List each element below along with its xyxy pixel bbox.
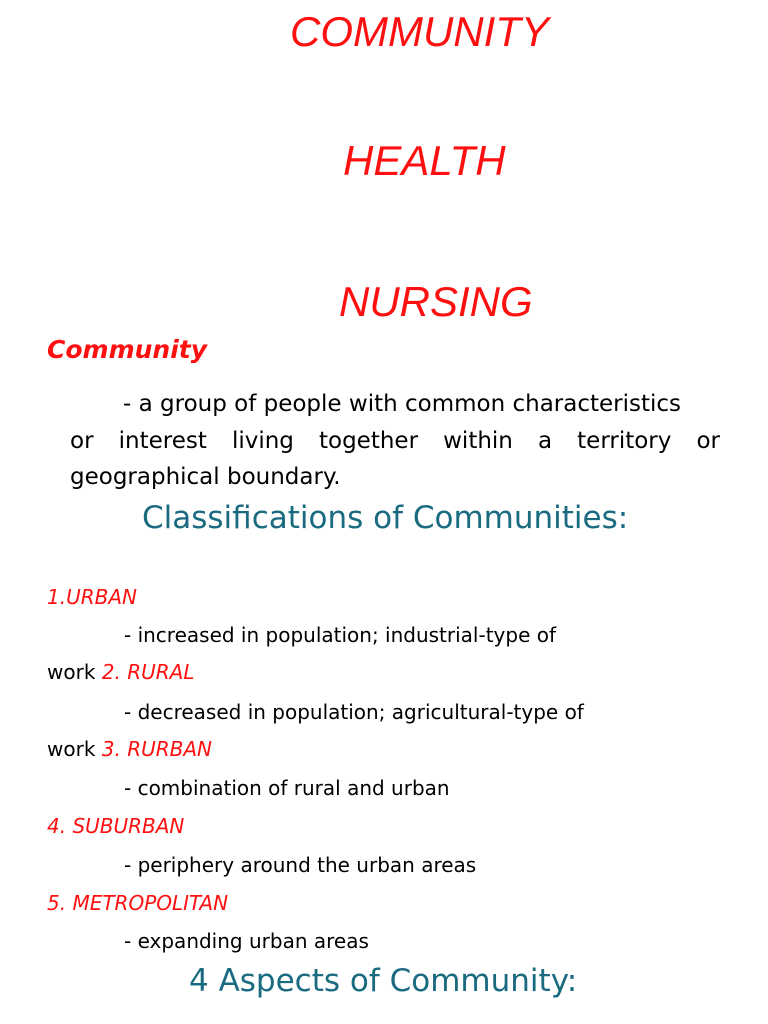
title-line-nursing: NURSING <box>339 278 533 325</box>
classification-desc-urban: - increased in population; industrial-type of <box>124 623 557 647</box>
community-term: Community <box>47 335 208 364</box>
classification-label-rural: 2. RURAL <box>101 660 195 684</box>
classification-desc-rural: - decreased in population; agricultural-type of <box>124 700 584 724</box>
community-definition <box>70 386 720 496</box>
classification-row-rural <box>47 660 194 684</box>
classification-desc-suburban: - periphery around the urban areas <box>124 853 477 877</box>
classification-row-rurban <box>47 737 212 761</box>
title-line-health: HEALTH <box>343 137 506 184</box>
title-line-community: COMMUNITY <box>290 8 549 55</box>
rural-continuation: work <box>47 737 96 761</box>
urban-continuation: work <box>47 660 96 684</box>
classification-label-urban: 1.URBAN <box>47 585 137 609</box>
classifications-heading: Classifications of Communities: <box>142 500 629 536</box>
definition-line-1: - a group of people with common characteristics <box>123 391 682 417</box>
classification-desc-rurban: - combination of rural and urban <box>124 776 450 800</box>
classification-label-rurban: 3. RURBAN <box>101 737 212 761</box>
definition-rest: or interest living together within a territory or geographical boundary. <box>70 427 720 490</box>
classification-label-metropolitan: 5. METROPOLITAN <box>47 891 229 915</box>
classification-desc-metropolitan: - expanding urban areas <box>124 929 369 953</box>
classification-label-suburban: 4. SUBURBAN <box>47 814 185 838</box>
aspects-heading: 4 Aspects of Community: <box>189 963 578 999</box>
